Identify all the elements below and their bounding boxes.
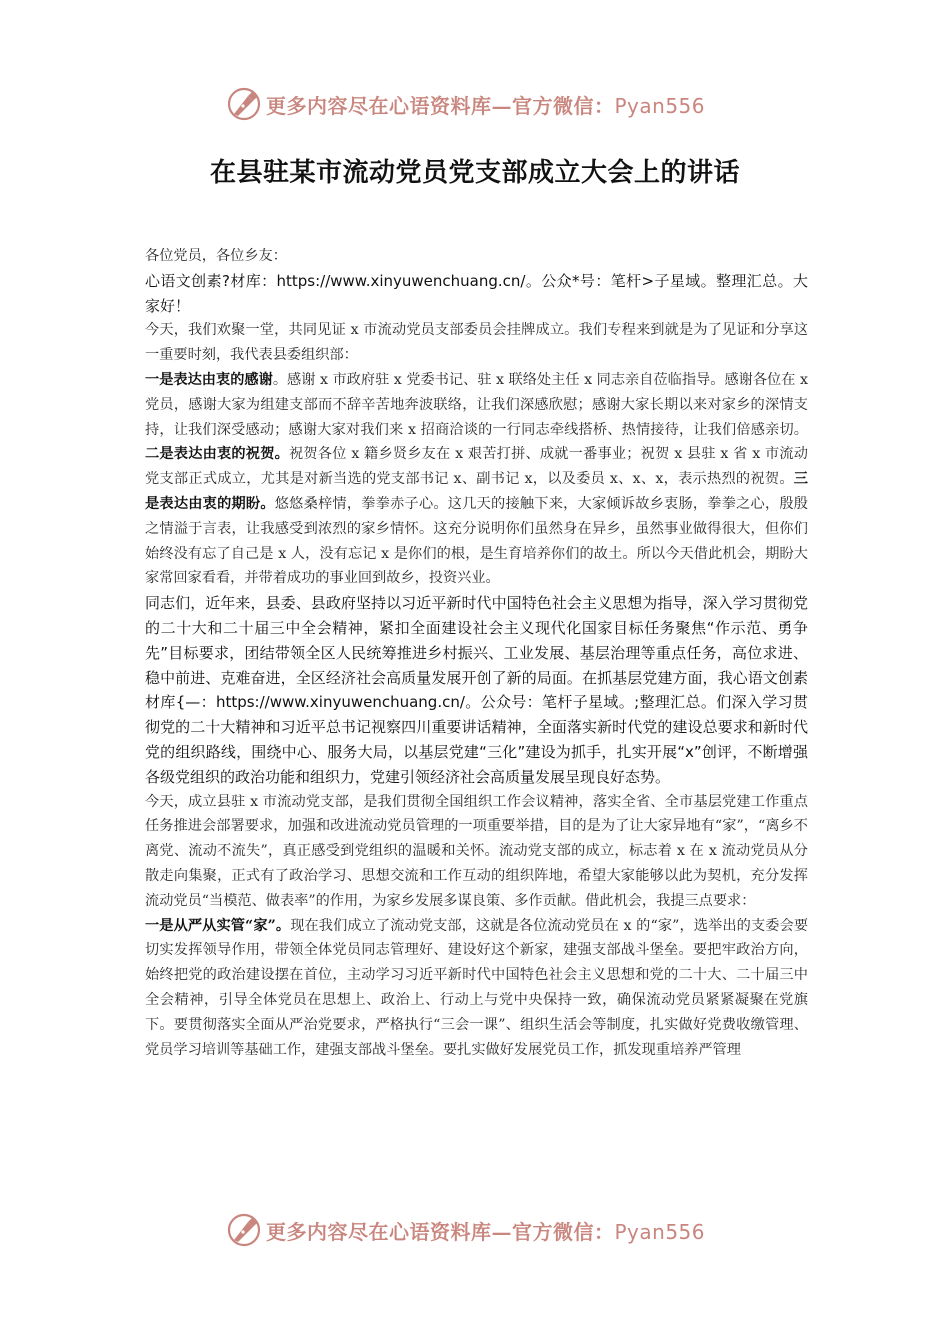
paragraph-three-expressions — [145, 368, 808, 591]
paragraph-requirement-one — [145, 914, 808, 1063]
text-congrats: 祝贺各位 x 籍乡贤乡友在 x 艰苦打拼、成就一番事业；祝贺 x 县驻 x 省 x 市流动党支部正式成立，尤其是对新当选的党支部书记 x、副书记 x，以及委员 x、x、x，表示热烈的祝贺。 — [145, 446, 808, 488]
heading-congrats: 二是表达由衷的祝贺。 — [145, 446, 289, 463]
text-achievements-b: 我心语文创素材库{—：https://www.xinyuwenchuang.cn/。公众号：笔杆子星域。;整理汇总。 — [145, 668, 808, 712]
paragraph-intro: 今天，我们欢聚一堂，共同见证 x 市流动党员支部委员会挂牌成立。我们专程来到就是为了见证和分享这一重要时刻，我代表县委组织部： — [145, 322, 808, 364]
banner-label: 更多内容尽在心语资料库—官方微信： — [266, 1219, 615, 1244]
text-requirement-one: 现在我们成立了流动党支部，这就是各位流动党员在 x 的“家”，选举出的支委会要切实发挥领导作用，带领全体党员同志管理好、建设好这个新家，建强支部战斗堡垒。要把牢政治方向，始终把党的政治建设摆在首位，主动学习习近平新时代中国特色社会主义思想和党的二十大、二十届三中全会精神，引导全体党员在思想上、政治上、行动上与党中央保持一致，确保流动党员紧紧凝聚在党旗下。要贯彻落实全面从严治党要求，严格执行“三会一课”、组织生活会等制度，扎实做好党费收缴管理、党员学习培训等基础工作，建强支部战斗堡垒。要扎实做好发展党员工作，抓发现重培养严管理 — [145, 917, 809, 1058]
paragraph-greeting: 各位党员，各位乡友： — [145, 248, 287, 264]
paragraph-achievements — [145, 591, 808, 789]
document-body — [145, 244, 808, 1062]
paragraph-source-note: 心语文创素?材库：https://www.xinyuwenchuang.cn/。公众*号：笔杆>子星域。整理汇总。大家好！ — [145, 271, 808, 315]
text-achievements-c: 们深入学习贯彻党的二十大精神和习近平总书记视察四川重要讲话精神，全面落实新时代党的建设总要求和新时代党的组织路线，围绕中心、服务大局，以基层党建“三化”建设为抓手，扎实开展“x”创评，不断增强各级党组织的政治功能和组织力，党建引领经济社会高质量发展呈现良好态势。 — [145, 693, 808, 786]
banner-text — [266, 1216, 705, 1245]
pen-nib-logo-icon — [226, 1212, 262, 1248]
banner-text — [266, 90, 705, 119]
header-banner — [0, 84, 950, 124]
page-title: 在县驻某市流动党员党支部成立大会上的讲话 — [209, 158, 740, 188]
heading-hopes: 三是表达由衷的期盼。 — [145, 471, 808, 512]
heading-requirement-one: 一是从严从实管“家”。 — [145, 917, 291, 934]
pen-nib-logo-icon — [226, 86, 262, 122]
banner-label: 更多内容尽在心语资料库—官方微信： — [266, 93, 615, 118]
text-hopes: 悠悠桑梓情，拳拳赤子心。这几天的接触下来，大家倾诉故乡衷肠，拳拳之心，殷殷之情溢于言表，让我感受到浓烈的家乡情怀。这充分说明你们虽然身在异乡，虽然事业做得很大，但你们始终没有忘了自己是 x 人，没有忘记 x 是你们的根，是生育培养你们的故土。所以今天借此机会，期盼大家常回家看看，并带着成功的事业回到故乡，投资兴业。 — [145, 495, 808, 587]
footer-banner — [0, 1210, 950, 1250]
banner-wechat-id: Pyan556 — [614, 93, 706, 118]
text-thanks: 。感谢 x 市政府驻 x 党委书记、驻 x 联络处主任 x 同志亲自莅临指导。感谢各位在 x 党员，感谢大家为组建支部而不辞辛苦地奔波联络，让我们深感欣慰；感谢大家长期以来对家乡的深情支持，让我们深受感动；感谢大家对我们来 x 招商洽谈的一行同志牵线搭桥、热情接待，让我们倍感亲切。 — [145, 371, 808, 438]
heading-thanks: 一是表达由衷的感谢 — [145, 371, 273, 388]
text-achievements-a: 同志们，近年来，县委、县政府坚持以习近平新时代中国特色社会主义思想为指导，深入学习贯彻党的二十大和二十届三中全会精神，紧扣全面建设社会主义现代化国家目标任务聚焦“作示范、勇争先”目标要求，团结带领全区人民统筹推进乡村振兴、工业发展、基层治理等重点任务，高位求进、稳中前进、克难奋进，全区经济社会高质量发展开创了新的局面。在抓基层党建方面， — [145, 594, 808, 687]
banner-wechat-id: Pyan556 — [614, 1219, 706, 1244]
paragraph-purpose: 今天，成立县驻 x 市流动党支部，是我们贯彻全国组织工作会议精神，落实全省、全市基层党建工作重点任务推进会部署要求，加强和改进流动党员管理的一项重要举措，目的是为了让大家异地有“家”，“离乡不离党、流动不流失”，真正感受到党组织的温暖和关怀。流动党支部的成立，标志着 x 在 x 流动党员从分散走向集聚，正式有了政治学习、思想交流和工作互动的组织阵地，希望大家能够以此为契机，充分发挥流动党员“当模范、做表率”的作用，为家乡发展多谋良策、多作贡献。借此机会，我提三点要求： — [145, 793, 808, 909]
